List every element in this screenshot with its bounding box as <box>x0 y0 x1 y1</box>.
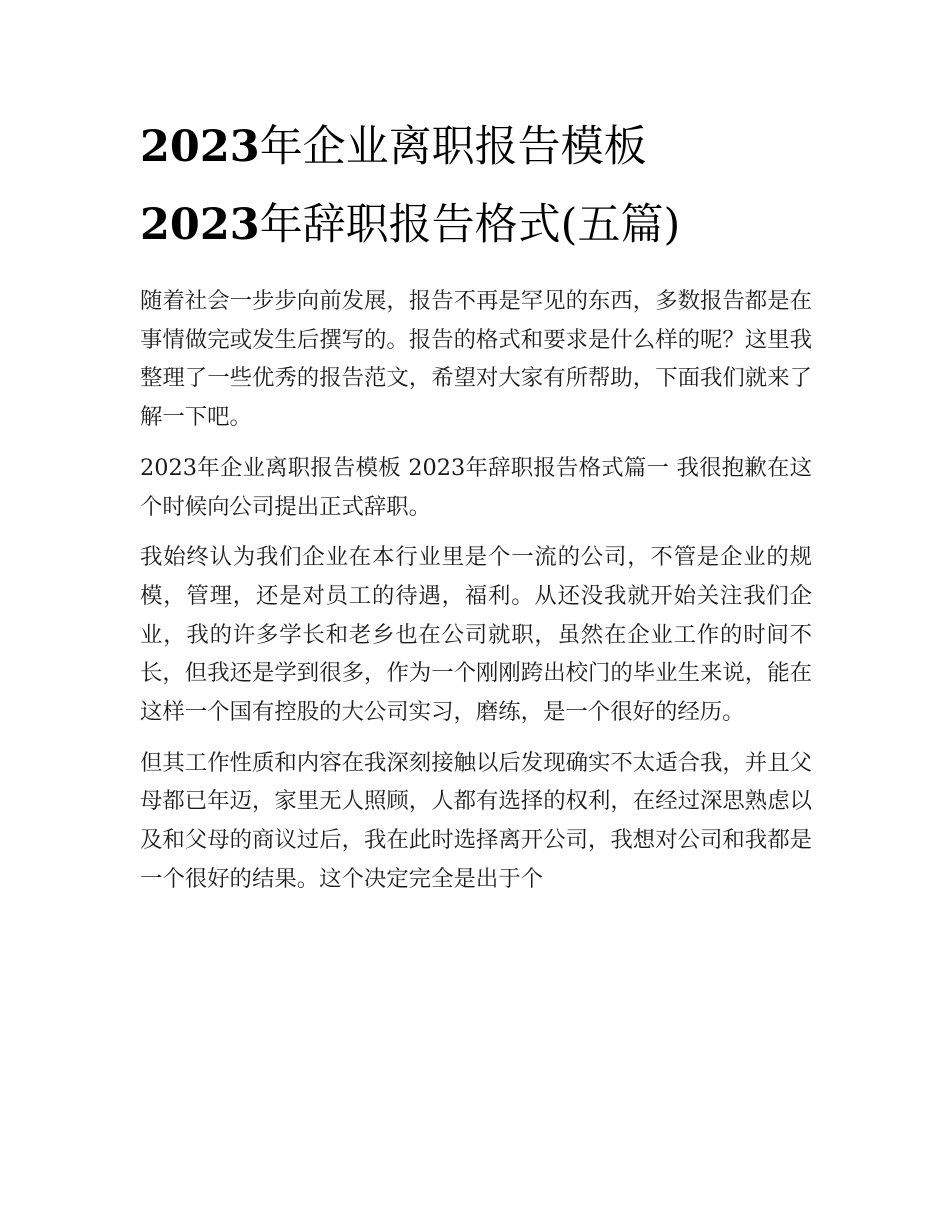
document-title-line-1 <box>140 122 840 172</box>
paragraph-heading: 2023年企业离职报告模板 2023年辞职报告格式篇一 我很抱歉在这个时候向公司提出正式辞职。 <box>140 454 812 520</box>
document-title-line-2 <box>140 200 840 250</box>
paragraph-intro: 随着社会一步步向前发展，报告不再是罕见的东西，多数报告都是在事情做完或发生后撰写的。报告的格式和要求是什么样的呢？这里我整理了一些优秀的报告范文，希望对大家有所帮助，下面我们就来了解一下吧。 <box>140 288 812 431</box>
document-body <box>140 282 812 899</box>
title-year: 2023 <box>140 200 260 250</box>
title-text: 年企业离职报告模板 <box>259 122 647 172</box>
paragraph-body: 但其工作性质和内容在我深刻接触以后发现确实不太适合我，并且父母都已年迈，家里无人照顾，人都有选择的权利，在经过深思熟虑以及和父母的商议过后，我在此时选择离开公司，我想对公司和我都是一个很好的结果。这个决定完全是出于个 <box>140 749 812 892</box>
title-text: 年辞职报告格式(五篇) <box>259 200 681 250</box>
title-year: 2023 <box>140 122 260 172</box>
paragraph-body: 我始终认为我们企业在本行业里是个一流的公司，不管是企业的规模，管理，还是对员工的待遇，福利。从还没我就开始关注我们企业，我的许多学长和老乡也在公司就职，虽然在企业工作的时间不长，但我还是学到很多，作为一个刚刚跨出校门的毕业生来说，能在这样一个国有控股的大公司实习，磨练，是一个很好的经历。 <box>140 544 812 726</box>
